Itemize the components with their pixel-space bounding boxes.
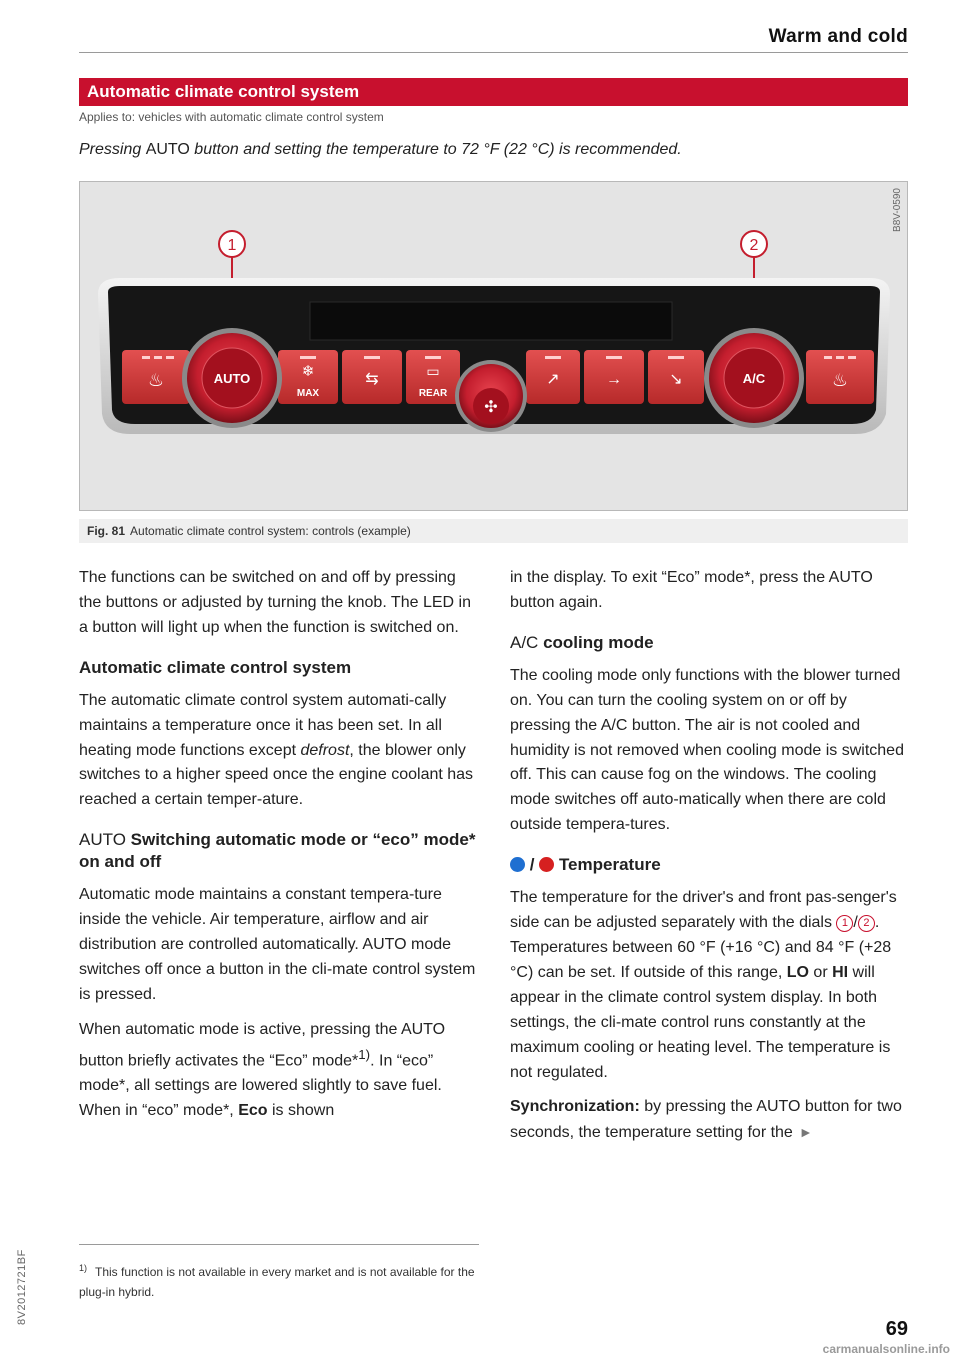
paragraph-eco-mode: When automatic mode is active, pressing the AUTO button briefly activates the “Eco” mode*$^{1)}$. In “eco” mode*, all settings are lowered slightly to save fuel. When in “eco” mode*, Eco is shown bbox=[79, 1020, 446, 1119]
callout-1: 1 bbox=[227, 237, 237, 254]
defrost-term: defrost bbox=[300, 741, 350, 759]
sync-label: Synchronization: bbox=[510, 1098, 640, 1116]
heading-auto-mode: AUTO Switching automatic mode or “eco” mode* on and off bbox=[79, 830, 476, 872]
intro-text-1: Pressing bbox=[79, 141, 146, 158]
running-header-title: Warm and cold bbox=[768, 26, 908, 47]
fan-icon: ✣ bbox=[484, 399, 498, 416]
eco-term: Eco bbox=[238, 1101, 268, 1119]
heading-automatic-climate: Automatic climate control system bbox=[79, 657, 352, 677]
lo-term: LO bbox=[786, 963, 809, 981]
applies-to-note: Applies to: vehicles with automatic climate control system bbox=[79, 110, 384, 124]
figure-code: B8V-0590 bbox=[892, 188, 903, 232]
section-title-bar: Automatic climate control system bbox=[79, 78, 908, 106]
header-divider bbox=[79, 52, 908, 53]
left-column bbox=[79, 566, 479, 1134]
seat-heat-left-icon: ♨ bbox=[147, 370, 165, 390]
paragraph-automatic-climate: The automatic climate control system automati-cally maintains a temperature once it has been set. In all heating mode functions except defrost, the blower only switches to a higher speed once the engine coolant has reached a certain temper-ature. bbox=[79, 691, 474, 809]
callout-2: 2 bbox=[749, 237, 759, 254]
continue-arrow-icon: ► bbox=[798, 1124, 813, 1141]
climate-panel-illustration bbox=[80, 182, 907, 510]
rear-defrost-icon: ▭ bbox=[426, 363, 440, 379]
watermark: carmanualsonline.info bbox=[822, 1342, 950, 1356]
heading-cooling-mode: A/C cooling mode bbox=[510, 632, 654, 652]
temp-separator: / bbox=[529, 855, 535, 875]
cold-dot-icon bbox=[510, 857, 525, 872]
heading-temperature: / Temperature bbox=[510, 854, 910, 876]
right-column bbox=[510, 566, 910, 1156]
footnote-reference: 1) bbox=[358, 1046, 371, 1062]
air-footwell-icon: ↘ bbox=[669, 371, 683, 388]
figure-caption bbox=[79, 519, 908, 543]
footnote bbox=[79, 1258, 479, 1302]
hot-dot-icon bbox=[539, 857, 554, 872]
air-upper-icon: ↗ bbox=[546, 371, 560, 388]
paragraph-functions: The functions can be switched on and off by pressing the buttons or adjusted by turning the knob. The LED in a button will light up when the function is switched on. bbox=[79, 569, 471, 636]
figure-number: Fig. 81 bbox=[87, 524, 126, 538]
auto-prefix: AUTO bbox=[79, 830, 126, 850]
intro-auto-label: AUTO bbox=[145, 141, 190, 158]
hi-term: HI bbox=[832, 963, 849, 981]
ac-button-label: A/C bbox=[742, 371, 766, 386]
ac-prefix: A/C bbox=[510, 632, 539, 652]
footnote-mark: 1) bbox=[79, 1263, 88, 1273]
dial-2-ref: 2 bbox=[858, 915, 875, 932]
page-number: 69 bbox=[885, 1318, 908, 1340]
document-code: 8V2012721BF bbox=[16, 1249, 28, 1325]
footnote-divider bbox=[79, 1244, 479, 1245]
air-middle-icon: → bbox=[606, 371, 622, 388]
intro-recommendation bbox=[79, 141, 682, 159]
max-label: MAX bbox=[296, 388, 320, 399]
intro-text-2: button and setting the temperature to 72 °F (22 °C) is recommended. bbox=[189, 141, 682, 158]
paragraph-temperature: The temperature for the driver's and front pas-senger's side can be adjusted separately with the dials 1 / 2 . Temperatures between 60 °F (+16 °C) and 84 °F (+28 °C) can be set. If outside of this range, LO or HI will appear in the climate control system display. In both settings, the cli-mate control runs constantly at the maximum cooling or heating level. The temperature is not regulated. bbox=[510, 889, 897, 1081]
paragraph-auto-mode: Automatic mode maintains a constant tempera-ture inside the vehicle. Air temperature, airflow and air distribution are controlled automatically. AUTO mode switches off once a button in the cli-mate control system is pressed. bbox=[79, 886, 476, 1003]
defrost-icon: ❄ bbox=[301, 363, 315, 380]
seat-heat-right-icon: ♨ bbox=[831, 370, 849, 390]
climate-display bbox=[310, 302, 672, 340]
rear-label: REAR bbox=[418, 388, 448, 399]
dial-1-ref: 1 bbox=[836, 915, 853, 932]
footnote-text: This function is not available in every market and is not available for the plug-in hybrid. bbox=[79, 1265, 475, 1299]
recirculation-icon: ⇆ bbox=[365, 371, 379, 388]
paragraph-eco-exit: in the display. To exit “Eco” mode*, press the AUTO button again. bbox=[510, 569, 873, 611]
paragraph-cooling-mode: The cooling mode only functions with the blower turned on. You can turn the cooling system on or off by pressing the A/C button. The air is not cooled and humidity is not removed when cooling mode is switched off. This can cause fog on the windows. The cooling mode switches off auto-matically when there are cold outside tempera-tures. bbox=[510, 666, 904, 834]
climate-control-figure bbox=[79, 181, 908, 511]
figure-caption-text: Automatic climate control system: controls (example) bbox=[130, 524, 411, 538]
auto-button-label: AUTO bbox=[213, 371, 251, 386]
paragraph-synchronization: Synchronization: by pressing the AUTO button for two seconds, the temperature setting for the ► bbox=[510, 1098, 902, 1142]
